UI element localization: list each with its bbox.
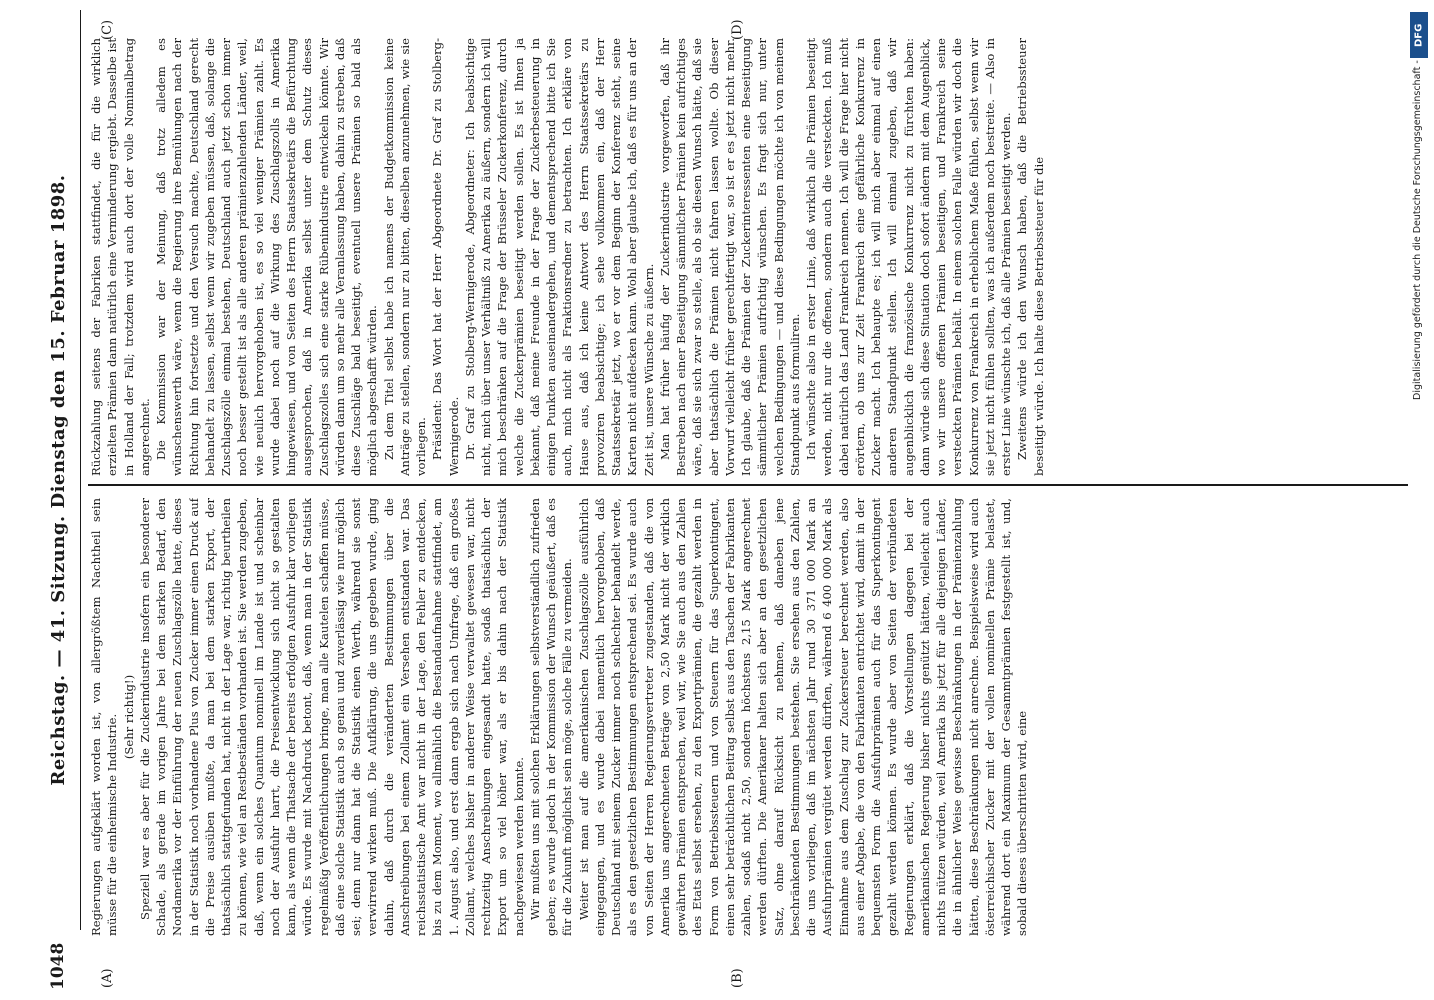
right-column [88,38,1408,476]
paragraph: Weiter ist man auf die amerikanischen Zuschlagszölle ausführlich eingegangen, und es wurde dabei namentlich hervorgehoben, daß Deutschland mit seinem Zucker immer noch schlechter behandelt werde, als es den gesetzlichen Bestimmungen entsprechend sei. Es wurde auch von Seiten der Herren Regierungsvertreter zugestanden, daß die von Amerika uns angerechneten Beträge von 2,50 Mark nicht der wirklich gewährten Prämien entsprechen, weil wir, wie Sie auch aus den Zahlen des Etats selbst ersehen, zu den Exportprämien, die gezahlt werden in Form von Betriebssteuern und von Steuern für das Superkontingent, einen sehr beträchtlichen Beitrag selbst aus den Taschen der Fabrikanten zahlen, sodaß nicht 2,50, sondern höchstens 2,15 Mark angerechnet werden dürften. Die Amerikaner halten sich aber an den gesetzlichen Satz, ohne darauf Rücksicht zu nehmen, daß daneben jene beschränkenden Bestimmungen bestehen. Sie ersehen aus den Zahlen, die uns vorliegen, daß im nächsten Jahr rund 30 371 000 Mark an Ausfuhrprämien vergütet werden dürften, während 6 400 000 Mark als Einnahme aus dem Zuschlag zur Zuckersteuer berechnet werden, also aus einer Abgabe, die von den Fabrikanten entrichtet wird, damit in der bequemsten Form die Ausfuhrprämien auch für das Superkontingent gezahlt werden können. Es wurde aber von Seiten der verbündeten Regierungen erklärt, daß die Vorstellungen dagegen bei der amerikanischen Regierung bisher nichts genützt hätten, vielleicht auch nichts nützen würden, weil Amerika bis jetzt für alle diejenigen Länder, die in ähnlicher Weise gewisse Beschränkungen in der Prämienzahlung hätten, diese Beschränkungen nicht anrechne. Beispielsweise wird auch österreichischer Zucker mit der vollen nominellen Prämie belastet, während dort ein Maximum der Gesammtprämien festgestellt ist, und, sobald dieses überschritten wird, eine [576,498,1030,936]
paragraph: Zweitens würde ich den Wunsch haben, daß die Betriebssteuer beseitigt würde. Ich halte diese Betriebssteuer für die [1015,38,1046,476]
dfg-logo: DFG [1410,12,1428,58]
margin-marker-b: (B) [730,968,745,988]
digitization-credit: Digitalisierung gefördert durch die Deutsche Forschungsgemeinschaft - [1412,60,1423,400]
margin-marker-c: (C) [100,19,115,40]
paragraph: Rückzahlung seitens der Fabriken stattfindet, die für die wirklich erzielten Prämien dann natürlich eine Verminderung ergiebt. Dasselbe ist in Holland der Fall; trotzdem wird auch dort der volle Nominalbetrag angerechnet. [89,38,152,476]
running-header [48,10,88,990]
paragraph: Speziell war es aber für die Zuckerindustrie insofern ein besonderer Schade, als gerade im vorigen Jahre bei dem starken Bedarf, den Nordamerika vor der Einführung der neuen Zuschlagszölle hatte, dieses in der Statistik noch vorhandene Plus von Zucker immer einen Druck auf die Preise ausüben mußte, da man bei dem starken Export, der thatsächlich stattgefunden hat, nicht in der Lage war, richtig beurtheilen zu können, wie viel an Restbeständen vorhanden ist. Sie werden zugeben, daß, wenn ein solches Quantum nominell im Lande ist und scheinbar noch der Ausfuhr harrt, die Preisentwicklung sich nicht so gestalten kann, als wenn die Thatsache der bereits erfolgten Ausfuhr klar vorliegen würde. Es wurde mit Nachdruck betont, daß, wenn man in der Statistik regelmäßig Veröffentlichungen bringe, man alle Kautelen schaffen müsse, daß eine solche Statistik auch so genau und zuverlässig wie nur möglich sei; denn nur dann hat die Statistik einen Werth, während sie sonst verwirrend wirken muß. Die Aufklärung, die uns gegeben wurde, ging dahin, daß durch die veränderten Bestimmungen über die Anschreibungen bei einem Zollamt ein Versehen entstanden war. Das reichsstatistische Amt war nicht in der Lage, den Fehler zu entdecken, bis zu dem Moment, wo allmählich die Bestandaufnahme stattfindet, am 1. August also, und erst dann ergab sich nach Umfrage, daß ein großes Zollamt, welches bisher in anderer Weise verwaltet gewesen war, nicht rechtzeitig Anschreibungen eingesandt hatte, sodaß thatsächlich der Export um so viel höher war, als er bis dahin nach der Statistik nachgewiesen werden konnte. [137,498,526,936]
margin-marker-a: (A) [100,968,115,988]
paragraph: Regierungen aufgeklärt worden ist, von allergrößtem Nachtheil sein müsse für die einheimische Industrie. [89,498,120,936]
paragraph: Zu dem Titel selbst habe ich namens der Budgetkommission keine Anträge zu stellen, sondern nur zu bitten, dieselben anzunehmen, wie sie vorliegen. [381,38,428,476]
column-divider [88,484,1408,486]
page-title: Reichstag. — 41. Sitzung. Dienstag den 15. Februar 1898. [48,174,69,786]
paragraph: Ich wünschte also in erster Linie, daß wirklich alle Prämien beseitigt werden, nicht nur die offenen, sondern auch die versteckten. Ich muß dabei natürlich das Land Frankreich nennen. Ich will die Frage hier nicht erörtern, ob uns zur Zeit Frankreich eine gefährliche Konkurrenz in Zucker macht. Ich behaupte es; ich will mich aber einmal auf einen anderen Standpunkt stellen. Ich will einmal zugeben, daß wir augenblicklich die französische Konkurrenz nicht zu fürchten haben: dann würde sich diese Situation doch sofort ändern mit dem Augenblick, wo wir unsere offenen Prämien beseitigen, und Frankreich seine versteckten Prämien behält. In einem solchen Falle würden wir doch die Konkurrenz von Frankreich in erheblichem Maße fühlen, selbst wenn wir sie jetzt nicht fühlen sollten, was ich außerdem noch bestreite. — Also in erster Linie wünschte ich, daß alle Prämien beseitigt werden. [804,38,1013,476]
speaker-paragraph: Dr. Graf zu Stolberg-Wernigerode, Abgeordneter: Ich beabsichtige nicht, mich über unser Verhältniß zu Amerika zu äußern, sondern ich will mich beschränken auf die Frage der Brüsseler Zuckerkonferenz, durch welche die Zuckerprämien beseitigt werden sollen. Es ist Ihnen ja bekannt, daß meine Freunde in der Frage der Zuckerbesteuerung in einigen Punkten auseinandergehen, und dementsprechend bitte ich Sie auch, mich nicht als Fraktionsredner zu betrachten. Ich erkläre von Hause aus, daß ich keine Antwort des Herrn Staatssekretärs zu provoziren beabsichtige; ich sehe vollkommen ein, daß der Herr Staatssekretär jetzt, wo er vor dem Beginn der Konferenz steht, seine Karten nicht aufdecken kann. Wohl aber glaube ich, daß es für uns an der Zeit ist, unsere Wünsche zu äußern. [462,38,656,476]
paragraph: Man hat früher häufig der Zuckerindustrie vorgeworfen, daß ihr Bestreben nach einer Beseitigung sämmtlicher Prämien kein aufrichtiges wäre, daß sie sich zwar so stelle, als ob sie diesen Wunsch hätte, daß sie aber thatsächlich die Prämien nicht fahren lassen wollte. Ob dieser Vorwurf vielleicht früher gerechtfertigt war, so ist er es jetzt nicht mehr. Ich glaube, daß die Prämien der Zuckerinteressenten eine Beseitigung sämmtlicher Prämien aufrichtig wünschen. Es fragt sich nur, unter welchen Bedingungen — und diese Bedingungen möchte ich von meinem Standpunkt aus formuliren. [657,38,802,476]
interjection: (Sehr richtig!) [121,674,136,760]
paragraph: Wir mußten uns mit solchen Erklärungen selbstverständlich zufrieden geben; es wurde jedoch in der Kommission der Wunsch geäußert, daß es für die Zukunft möglichst sein möge, solche Fälle zu vermeiden. [527,498,575,936]
left-column [88,498,1408,936]
paragraph: Die Kommission war der Meinung, daß trotz alledem es wünschenswerth wäre, wenn die Regierung ihre Bemühungen nach der Richtung hin fortsetzte und den Versuch machte, Deutschland gerecht behandelt zu lassen, selbst wenn wir zugeben müssen, daß, solange die Zuschlagszölle einmal bestehen, Deutschland auch jetzt schon immer noch besser gestellt ist als alle anderen prämienzahlenden Länder, weil, wie neulich hervorgehoben ist, es so viel weniger Prämien zahlt. Es wurde dabei noch auf die Wirkung des Zuschlagszolls in Amerika hingewiesen, und von Seiten des Herrn Staatssekretärs die Befürchtung ausgesprochen, daß in Amerika selbst unter dem Schutz dieses Zuschlagszolles sich eine starke Rübenindustrie entwickeln könnte. Wir würden dann um so mehr alle Veranlassung haben, dahin zu streben, daß diese Zuschläge bald beseitigt, eventuell unsere Prämien so bald als möglich abgeschafft würden. [154,38,380,476]
header-rule [80,10,81,930]
rotated-page [30,10,1425,990]
digitization-sidebar [1404,0,1434,1000]
page-number: 1048 [48,942,68,990]
speaker-paragraph: Präsident: Das Wort hat der Herr Abgeordnete Dr. Graf zu Stolberg-Wernigerode. [430,38,461,476]
margin-marker-d: (D) [730,19,745,40]
